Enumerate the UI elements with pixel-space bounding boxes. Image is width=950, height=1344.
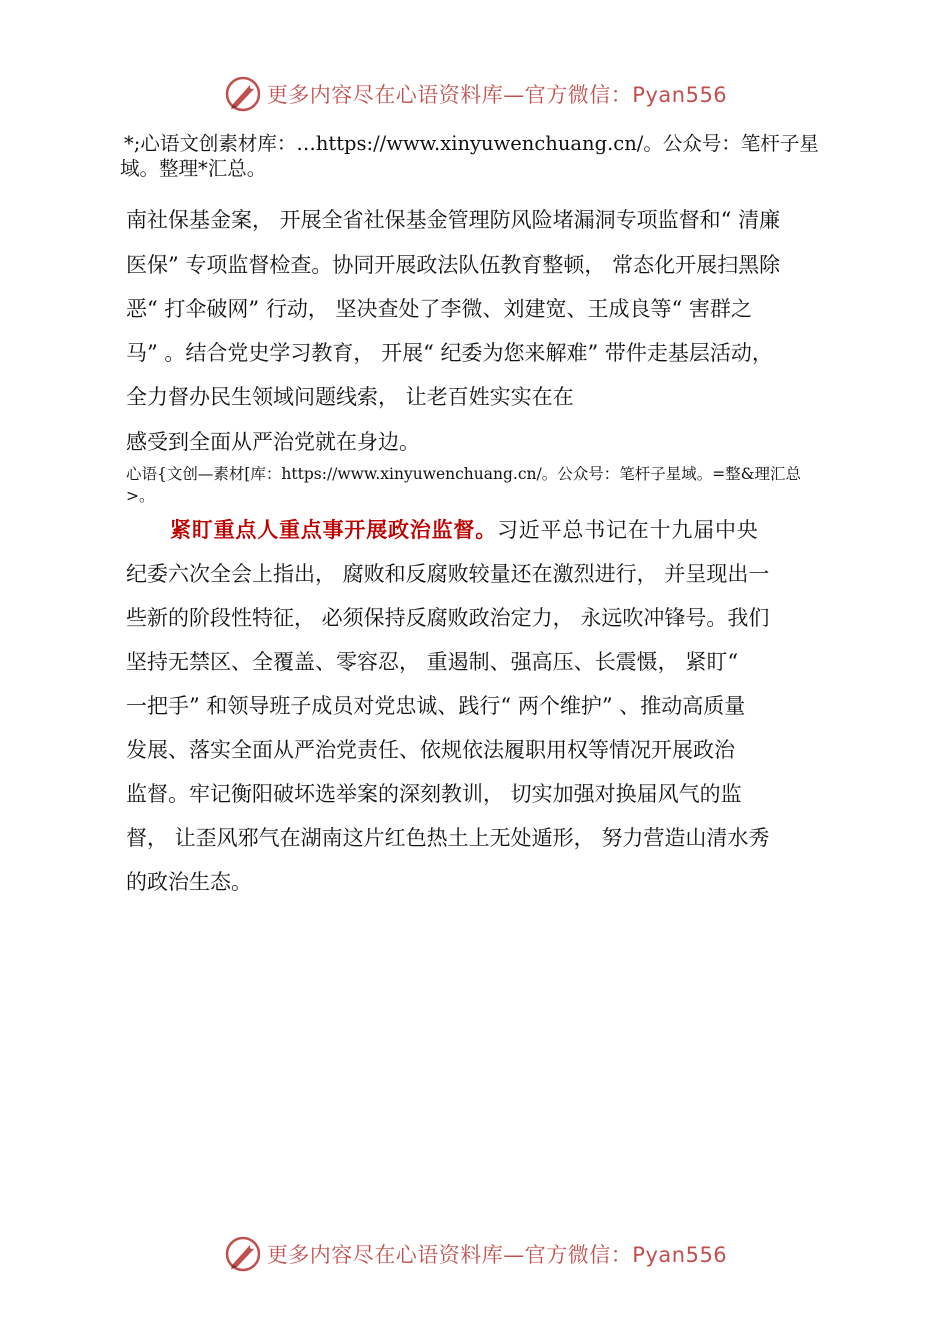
header-banner-text: 更多内容尽在心语资料库—官方微信：Pyan556 [266, 83, 728, 107]
header-banner [0, 72, 950, 116]
paragraph1-line-6: 感受到全面从严治党就在身边。 [126, 430, 420, 454]
footer-banner [0, 1232, 950, 1276]
paragraph1-line-1: 南社保基金案， 开展全省社保基金管理防风险堵漏洞专项监督和“ 清廉 [126, 208, 781, 232]
paragraph1-line-5: 全力督办民生领域问题线索， 让老百姓实实在在 [126, 385, 574, 409]
paragraph1-line-2: 医保” 专项监督检查。协同开展政法队伍教育整顿， 常态化开展扫黑除 [126, 253, 781, 277]
paragraph1-line-4: 马” 。结合党史学习教育， 开展“ 纪委为您来解难” 带件走基层活动， [126, 341, 773, 365]
paragraph2-line-8: 督， 让歪风邪气在湖南这片红色热土上无处遁形， 努力营造山清水秀 [126, 826, 770, 850]
paragraph2-line-3: 些新的阶段性特征， 必须保持反腐败政治定力， 永远吹冲锋号。我们 [126, 606, 770, 630]
watermark-top-line-2: 域。整理*汇总。 [120, 157, 267, 180]
footer-banner-text: 更多内容尽在心语资料库—官方微信：Pyan556 [266, 1243, 728, 1267]
pen-logo-icon [223, 1234, 263, 1274]
watermark-top-line-1: *;心语文创素材库：…https://www.xinyuwenchuang.cn/。公众号：笔杆子星 [124, 132, 819, 155]
paragraph2-line-9: 的政治生态。 [126, 870, 252, 894]
paragraph2-first-line-rest: 习近平总书记在十九届中央 [497, 518, 759, 542]
pen-logo-icon [223, 74, 263, 114]
paragraph2-line-5: 一把手” 和领导班子成员对党忠诚、践行“ 两个维护” 、推动高质量 [126, 694, 746, 718]
paragraph2-line-6: 发展、落实全面从严治党责任、依规依法履职用权等情况开展政治 [126, 738, 735, 762]
paragraph2-line-4: 坚持无禁区、全覆盖、零容忍， 重遏制、强高压、长震慑， 紧盯“ [126, 650, 739, 674]
paragraph2-line-1 [170, 514, 759, 544]
paragraph2-line-7: 监督。牢记衡阳破坏选举案的深刻教训， 切实加强对换届风气的监 [126, 782, 742, 806]
paragraph1-line-3: 恶“ 打伞破网” 行动， 坚决查处了李微、刘建宽、王成良等“ 害群之 [126, 297, 752, 321]
watermark-mid-line-1: 心语{文创—素材[库：https://www.xinyuwenchuang.cn/。公众号：笔杆子星域。=整&理汇总 [126, 465, 802, 483]
paragraph2-heading: 紧盯重点人重点事开展政治监督。 [170, 517, 497, 542]
paragraph2-line-2: 纪委六次全会上指出， 腐败和反腐败较量还在激烈进行， 并呈现出一 [126, 562, 770, 586]
watermark-mid-line-2: >。 [126, 487, 155, 505]
